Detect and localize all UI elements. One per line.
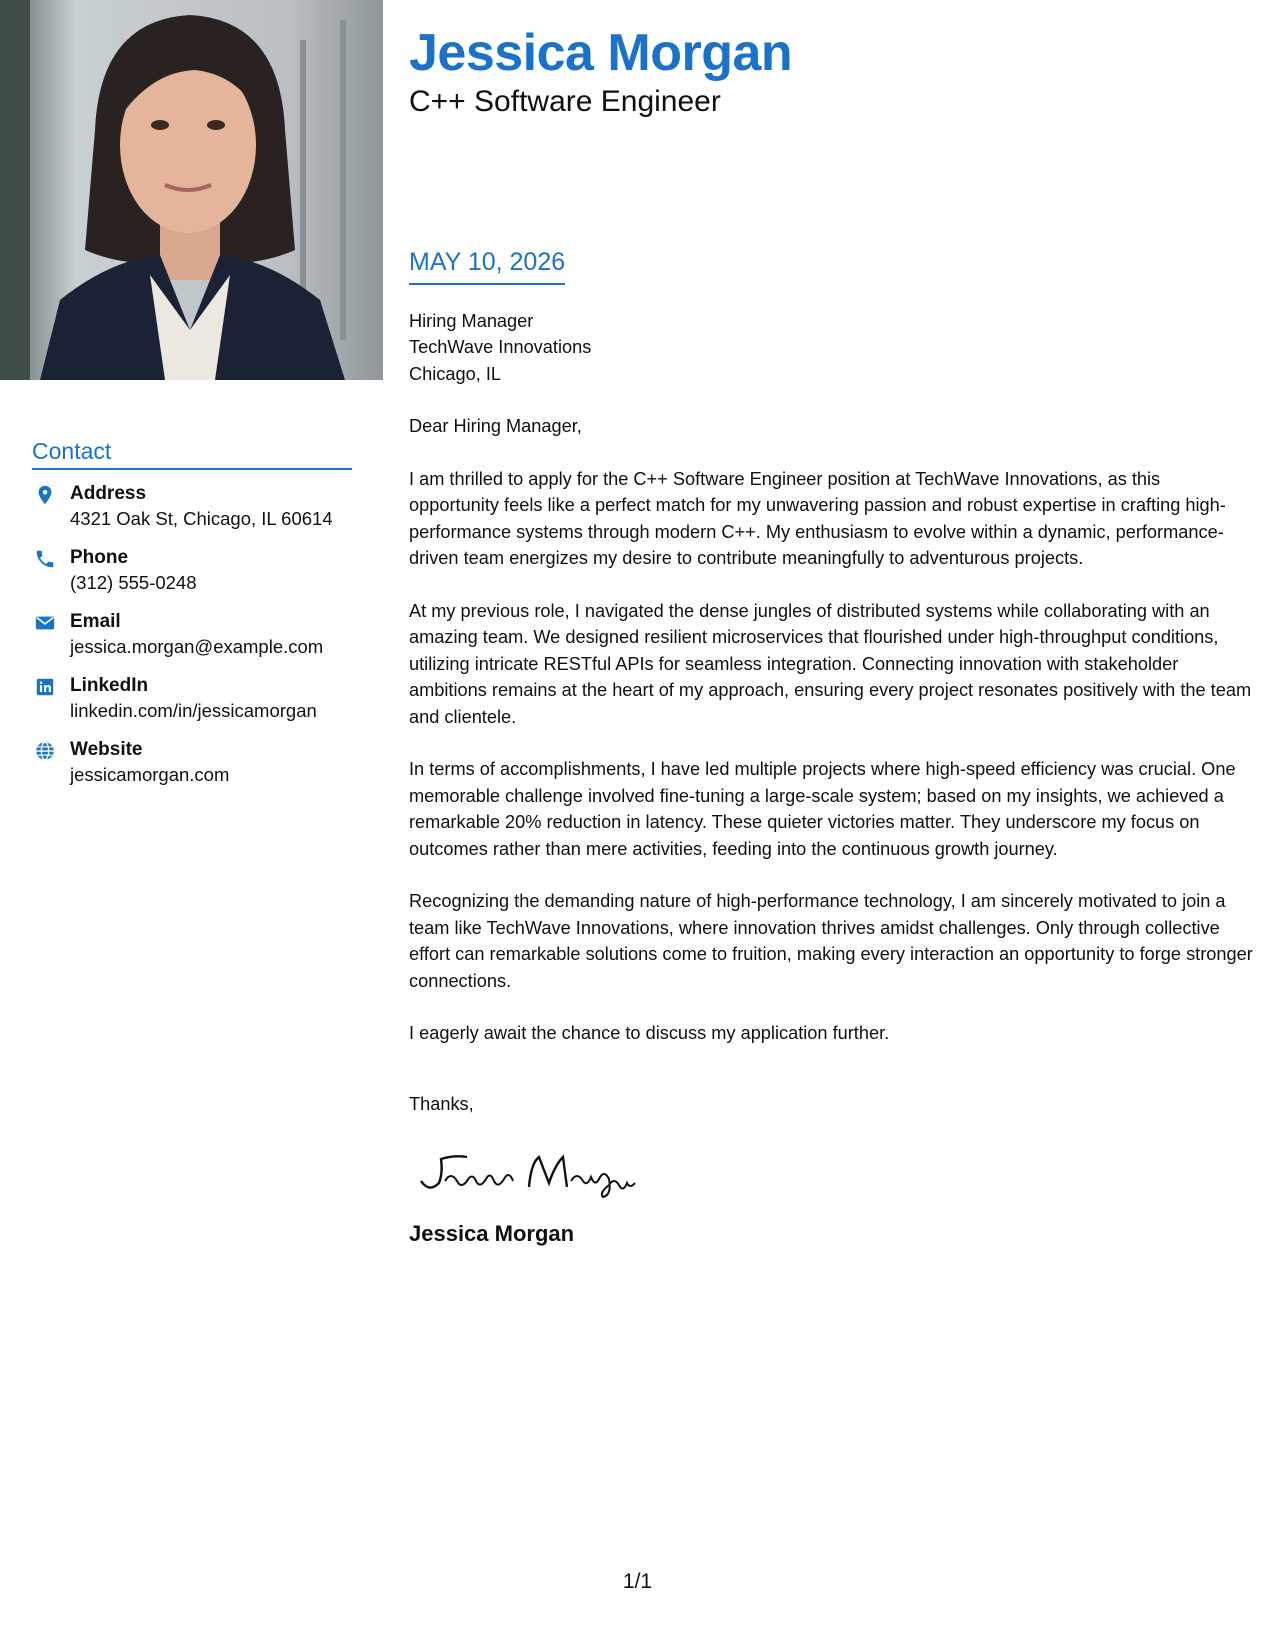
phone-icon bbox=[34, 548, 56, 570]
salutation: Dear Hiring Manager, bbox=[409, 416, 582, 437]
letter-body bbox=[409, 308, 1254, 1248]
contact-label: Website bbox=[70, 739, 143, 760]
paragraph: At my previous role, I navigated the dense jungles of distributed systems while collaborating with an amazing team. We designed resilient microservices that flourished under high-throughput conditions, utilizing intricate RESTful APIs for seamless integration. Connecting innovation with stakeholder ambitions remains at the heart of my approach, ensuring every project resonates positively with the team and clientele. bbox=[409, 601, 1252, 727]
location-pin-icon bbox=[34, 484, 56, 506]
contact-item-email bbox=[32, 610, 352, 660]
portrait-image bbox=[0, 0, 383, 380]
header bbox=[409, 22, 1249, 120]
handwritten-signature bbox=[409, 1143, 1254, 1203]
contact-label: Address bbox=[70, 483, 147, 504]
recipient-line: TechWave Innovations bbox=[409, 337, 592, 358]
contact-item-website bbox=[32, 738, 352, 788]
recipient-line: Hiring Manager bbox=[409, 311, 534, 331]
profile-photo bbox=[0, 0, 383, 380]
page-number: 1/1 bbox=[622, 1570, 653, 1593]
contact-item-linkedin bbox=[32, 674, 352, 724]
paragraph: Recognizing the demanding nature of high-performance technology, I am sincerely motivated to join a team like TechWave Innovations, where innovation thrives amidst challenges. Only through collective effort can remarkable solutions come to fruition, making every interaction an opportunity to forge stronger connections. bbox=[409, 891, 1253, 991]
paragraph: In terms of accomplishments, I have led multiple projects where high-speed efficiency was crucial. One memorable challenge involved fine-tuning a large-scale system; based on my insights, we achieved a remarkable 20% reduction in latency. These quieter victories matter. They underscore my focus on outcomes rather than mere activities, feeding into the continuous growth journey. bbox=[409, 759, 1236, 859]
contact-sidebar bbox=[32, 438, 352, 802]
email-value[interactable]: jessica.morgan@example.com bbox=[70, 636, 324, 657]
paragraph: I eagerly await the chance to discuss my application further. bbox=[409, 1023, 890, 1044]
contact-label: LinkedIn bbox=[70, 675, 149, 696]
contact-label: Phone bbox=[70, 547, 129, 568]
signer-name: Jessica Morgan bbox=[409, 1221, 575, 1247]
applicant-name: Jessica Morgan bbox=[409, 24, 793, 82]
contact-heading: Contact bbox=[32, 438, 352, 470]
address-value: 4321 Oak St, Chicago, IL 60614 bbox=[70, 508, 333, 529]
globe-icon bbox=[34, 740, 56, 762]
job-title: C++ Software Engineer bbox=[409, 85, 721, 118]
envelope-icon bbox=[34, 612, 56, 634]
linkedin-value[interactable]: linkedin.com/in/jessicamorgan bbox=[70, 700, 317, 721]
letter-date: MAY 10, 2026 bbox=[409, 248, 565, 285]
contact-label: Email bbox=[70, 611, 121, 632]
paragraph: I am thrilled to apply for the C++ Software Engineer position at TechWave Innovations, as this opportunity feels like a perfect match for my unwavering passion and robust expertise in crafting high-performance systems through modern C++. My enthusiasm to evolve within a dynamic, performance-driven team energizes my desire to contribute meaningfully to adventurous projects. bbox=[409, 469, 1226, 569]
contact-item-phone bbox=[32, 546, 352, 596]
website-value[interactable]: jessicamorgan.com bbox=[70, 764, 230, 785]
recipient-line: Chicago, IL bbox=[409, 363, 502, 384]
contact-item-address bbox=[32, 482, 352, 532]
recipient-block bbox=[409, 308, 1254, 387]
closing: Thanks, bbox=[409, 1093, 474, 1114]
linkedin-icon bbox=[34, 676, 56, 698]
phone-value: (312) 555-0248 bbox=[70, 572, 197, 593]
